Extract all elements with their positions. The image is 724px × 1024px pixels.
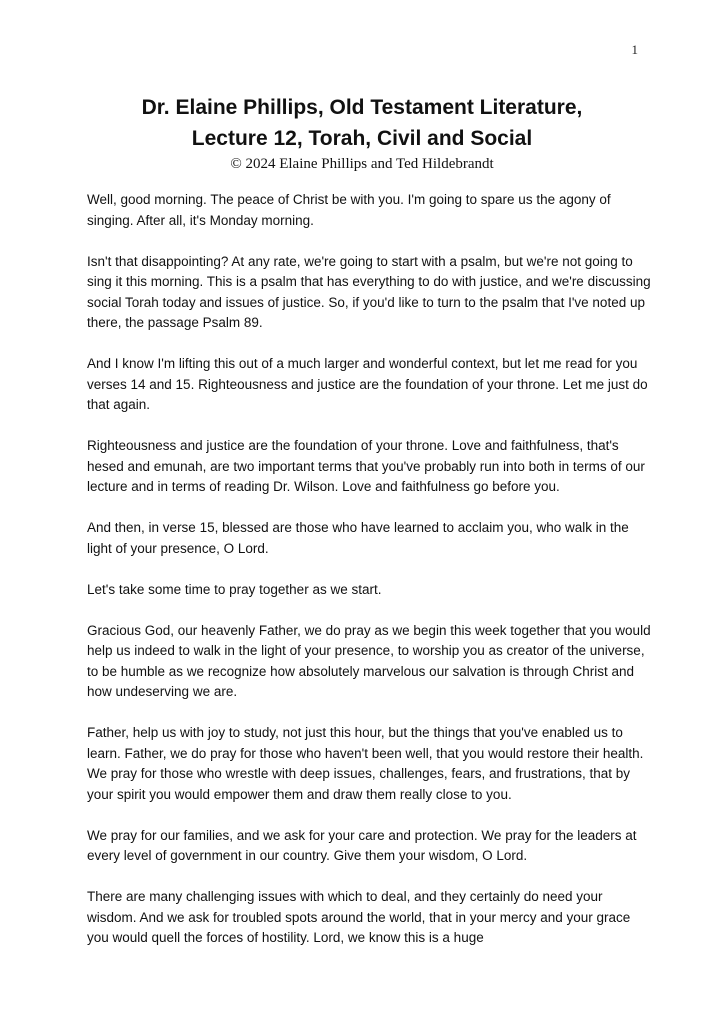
body-text xyxy=(87,190,652,969)
paragraph: And then, in verse 15, blessed are those who have learned to acclaim you, who walk in the light of your presence, O Lord. xyxy=(87,520,629,556)
page-number: 1 xyxy=(631,42,638,57)
paragraph: Well, good morning. The peace of Christ be with you. I'm going to spare us the agony of singing. After all, it's Monday morning. xyxy=(87,192,611,228)
paragraph: We pray for our families, and we ask for your care and protection. We pray for the leaders at every level of government in our country. Give them your wisdom, O Lord. xyxy=(87,827,637,863)
paragraph: And I know I'm lifting this out of a much larger and wonderful context, but let me read for you verses 14 and 15. Righteousness and justice are the foundation of your throne. Let me just do that again. xyxy=(87,356,648,412)
paragraph: Let's take some time to pray together as we start. xyxy=(87,581,382,597)
paragraph: There are many challenging issues with which to deal, and they certainly do need your wisdom. And we ask for troubled spots around the world, that in your mercy and your grace you would quell the forces of hostility. Lord, we know this is a huge xyxy=(87,889,631,945)
paragraph: Gracious God, our heavenly Father, we do pray as we begin this week together that you would help us indeed to walk in the light of your presence, to worship you as creator of the universe, to be humble as we recognize how absolutely marvelous our salvation is through Christ and how undeserving we are. xyxy=(87,622,651,699)
title-line-2: Lecture 12, Torah, Civil and Social xyxy=(191,127,533,150)
document-title xyxy=(60,92,664,154)
title-line-1: Dr. Elaine Phillips, Old Testament Literature, xyxy=(141,96,583,119)
paragraph: Righteousness and justice are the foundation of your throne. Love and faithfulness, that's hesed and emunah, are two important terms that you've probably run into both in terms of our lecture and in terms of reading Dr. Wilson. Love and faithfulness go before you. xyxy=(87,438,645,494)
paragraph: Isn't that disappointing? At any rate, we're going to start with a psalm, but we're not going to sing it this morning. This is a psalm that has everything to do with justice, and we're discussing social Torah today and issues of justice. So, if you'd like to turn to the psalm that I've noted up there, the passage Psalm 89. xyxy=(87,253,651,330)
paragraph: Father, help us with joy to study, not just this hour, but the things that you've enabled us to learn. Father, we do pray for those who haven't been well, that you would restore their health. We pray for those who wrestle with deep issues, challenges, fears, and frustrations, that by your spirit you would empower them and draw them really close to you. xyxy=(87,725,644,802)
copyright-line: © 2024 Elaine Phillips and Ted Hildebrandt xyxy=(230,156,494,172)
